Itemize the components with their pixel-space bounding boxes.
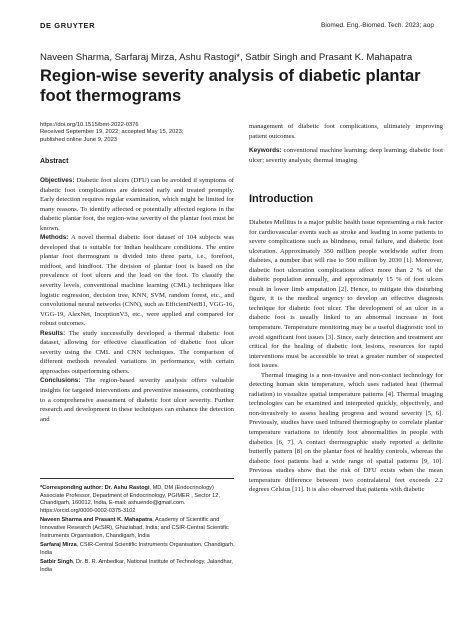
footnotes — [40, 485, 236, 577]
introduction-body — [249, 218, 443, 495]
methods-text: A novel thermal diabetic foot dataset of 104 subjects was developed that is suitable for Indian healthcare conditions. The entire plantar foot thermogram is divided into three parts, i.e., forefoot, midfoot, and hindfoot. The division of plantar foot is based on the prevalence of foot ulcers and the load on the foot. To classify the severity levels, conventional machine learning (CML) techniques like logistic regression, decision tree, KNN, SVM, random forest, etc., and convolutional neural networks (CNN), such as EfficientNetB1, VGG-16, VGG-19, AlexNet, InceptionV3, etc., were applied and compared for robust outcomes. — [40, 234, 234, 328]
corresponding-author-text: , MD, DM (Endocrinology) Associate Professor, Department of Endocrinology, PGIMER , Sector 12, Chandigarh, 160012, India, E-mail: ashuendo@gmail.com. https://orcid.org/0000-0002-0375-3102 — [40, 485, 220, 514]
abstract-body — [40, 176, 234, 424]
results-text: The study successfully developed a thermal diabetic foot dataset, allowing for effective classification of diabetic foot ulcer severity using the CML and CNN techniques. The comparison of different methods revealed variations in performance, with certain approaches outperforming others. — [40, 329, 234, 375]
article-title: Region-wise severity analysis of diabetic plantar foot thermograms — [40, 67, 421, 105]
introduction-paragraph: Thermal imaging is a non-invasive and non-contact technology for detecting human skin temperature, which uses radiated heat (thermal radiation) to visualize spatial temperature patterns [4]. Thermal imaging technologies can be examined and interpreted quickly, objectively, and non-invasively to assess healing progress and wound severity [5, 6]. Previously, studies have used infrared thermography to correlate plantar temperature variations to identify foot abnormalities in people with diabetics [6, 7]. A contact thermographic study reported a definite butterfly pattern [8] on the plantar foot of healthy controls, whereas the diabetic foot patients had a wide range of spatial patterns [9, 10]. Previous studies show that the risk of DFU exists when the mean temperature difference between two contralateral feet exceeds 2.2 degrees Celsius [11]. It is also observed that patients with diabetic — [249, 371, 443, 494]
abstract-heading: Abstract — [40, 158, 69, 165]
publisher-name: DE GRUYTER — [40, 21, 96, 30]
abstract-conclusions — [40, 376, 234, 424]
corresponding-author-label: *Corresponding author: Dr. Ashu Rastogi — [40, 485, 150, 491]
conclusions-text: The region-based severity analysis offers valuable insights for targeted interventions and preventive measures, contributing to a comprehensive assessment of diabetic foot ulcer severity. Further research and development in these techniques can enhance the detection and — [40, 377, 234, 423]
abstract-continuation-text: management of diabetic foot complications, ultimately improving patient outcomes. — [249, 123, 443, 140]
abstract-methods — [40, 233, 234, 328]
objectives-text: Diabetic foot ulcers (DFU) can be avoided if symptoms of diabetic foot complications are detected early and treated promptly. Early detection requires regular examination, which might be limited for many reasons. To identify affected or potentially affected regions in the diabetic plantar foot, the region-wise severity of the plantar foot must be known. — [40, 177, 234, 232]
received-dates: Received September 19, 2022; accepted May 15, 2023; — [40, 129, 184, 136]
affiliation-label: Naveen Sharma and Prasant K. Mahapatra — [40, 517, 153, 524]
journal-citation: Biomed. Eng.-Biomed. Tech. 2023; aop — [321, 22, 434, 29]
introduction-heading: Introduction — [249, 193, 314, 205]
affiliation-note — [40, 542, 236, 557]
keywords — [249, 146, 443, 165]
affiliation-text: , CSIR-Central Scientific Instruments Organisation, Chandigarh, India — [40, 542, 235, 556]
keywords-label: Keywords: — [249, 147, 282, 154]
affiliation-label: Sarfaraj Mirza — [40, 542, 77, 549]
conclusions-label: Conclusions: — [40, 377, 81, 385]
affiliation-text: , Dr. B. R. Ambedkar, National Institute of Technology, Jalandhar, India — [40, 559, 233, 573]
keywords-text: conventional machine learning; deep learning; diabetic foot ulcer; severity analysis; thermal imaging. — [249, 147, 443, 164]
affiliation-note — [40, 559, 236, 574]
abstract-results — [40, 329, 234, 377]
affiliation-label: Satbir Singh — [40, 559, 73, 566]
article-meta — [40, 122, 240, 144]
affiliation-note — [40, 517, 236, 540]
author-list: Naveen Sharma, Sarfaraj Mirza, Ashu Rastogi*, Satbir Singh and Prasant K. Mahapatra — [40, 52, 413, 63]
affiliation-text: , Academy of Scientific and Innovative Research (AcSIR), Ghaziabad, India; and CSIR-Central Scientific Instruments Organisation, Chandigarh, India — [40, 517, 229, 539]
corresponding-author-note — [40, 485, 236, 515]
abstract-continuation — [249, 122, 443, 165]
objectives-label: Objectives: — [40, 177, 75, 184]
abstract-objectives — [40, 176, 234, 233]
methods-label: Methods: — [40, 234, 69, 242]
results-label: Results: — [40, 329, 66, 337]
published-date: published online June 9, 2023 — [40, 136, 118, 143]
page-header — [0, 0, 474, 40]
doi-link[interactable]: https://doi.org/10.1515/bmt-2022-0376 — [40, 122, 139, 128]
footnote-divider — [40, 478, 234, 479]
introduction-paragraph: Diabetes Mellitus is a major public health issue representing a risk factor for cardiovascular events such as stroke and leading in some patients to severe complications such as blindness, renal failure, and diabetic foot ulceration. Approximately 350 million people worldwide suffer from diabetes, a number that will rise to 500 million by 2030 [1]. Moreover, diabetic foot ulceration complications affect more than 2 % of the diabetic population annually, and approximately 15 % of foot ulcers result in lower limb amputation [2]. Hence, to mitigate this disturbing figure, it is the medical urgency to develop an effective diagnosis technique for diabetic foot ulcer. The development of an ulcer in a diabetic foot is usually linked to an abnormal increase in foot temperature. Temperature monitoring may be a useful diagnostic tool to avoid significant foot issues [3]. Since, early detection and treatment are critical for the healing of diabetic foot lesions, resources for rapid interventions must be accessible to treat a greater number of suspected foot issues. — [249, 219, 443, 370]
